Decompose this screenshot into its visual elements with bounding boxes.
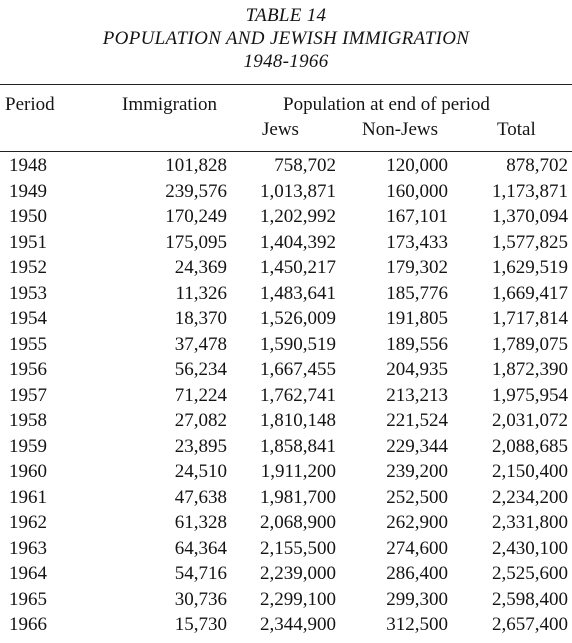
cell-non-jews: 167,101: [386, 206, 448, 227]
cell-period: 1960: [9, 461, 47, 482]
top-rule: [0, 84, 572, 85]
cell-total: 1,577,825: [492, 231, 568, 253]
cell-jews: 1,526,009: [260, 308, 336, 329]
header-non-jews: Non-Jews: [362, 119, 438, 140]
cell-immigration: 170,249: [165, 206, 227, 227]
cell-immigration: 11,326: [175, 282, 227, 304]
cell-jews: 1,450,217: [260, 257, 336, 278]
cell-jews: 2,155,500: [260, 537, 336, 559]
cell-jews: 1,404,392: [260, 231, 336, 253]
cell-immigration: 61,328: [174, 512, 227, 533]
cell-total: 1,370,094: [492, 206, 568, 227]
cell-total: 2,430,100: [492, 537, 568, 559]
cell-period: 1964: [9, 563, 47, 584]
cell-immigration: 56,234: [174, 359, 227, 380]
cell-total: 1,629,519: [492, 257, 568, 278]
table-body: [0, 153, 572, 638]
table-number: TABLE 14: [245, 5, 327, 26]
cell-non-jews: 221,524: [386, 410, 448, 431]
cell-non-jews: 191,805: [386, 308, 448, 329]
cell-non-jews: 179,302: [386, 257, 448, 278]
cell-jews: 1,202,992: [260, 206, 336, 227]
header-total: Total: [497, 119, 536, 140]
cell-jews: 2,239,000: [260, 563, 336, 584]
cell-jews: 1,858,841: [260, 435, 336, 457]
table-row: [0, 179, 572, 205]
cell-jews: 2,299,100: [260, 588, 336, 610]
cell-jews: 1,483,641: [260, 282, 336, 304]
cell-jews: 758,702: [274, 155, 336, 176]
table-row: [0, 408, 572, 434]
cell-non-jews: 252,500: [386, 486, 448, 508]
table-row: [0, 255, 572, 281]
cell-non-jews: 185,776: [386, 282, 448, 304]
header-jews: Jews: [262, 119, 299, 140]
table-row: [0, 434, 572, 460]
table-row: [0, 153, 572, 179]
cell-non-jews: 189,556: [386, 333, 448, 355]
cell-period: 1961: [9, 486, 47, 508]
table-row: [0, 332, 572, 358]
cell-total: 878,702: [506, 155, 568, 176]
cell-immigration: 47,638: [174, 486, 227, 508]
cell-total: 2,088,685: [492, 435, 568, 457]
cell-total: 2,657,400: [492, 614, 568, 635]
cell-period: 1950: [9, 206, 47, 227]
header-period: Period: [5, 94, 55, 115]
cell-period: 1962: [9, 512, 47, 533]
cell-total: 2,234,200: [492, 486, 568, 508]
cell-immigration: 239,576: [165, 180, 227, 202]
cell-total: 2,031,072: [492, 410, 568, 431]
cell-immigration: 24,369: [174, 257, 227, 278]
table-title: [0, 4, 572, 73]
cell-non-jews: 312,500: [386, 614, 448, 635]
cell-total: 1,669,417: [492, 282, 568, 304]
table-row: [0, 612, 572, 638]
cell-immigration: 101,828: [165, 155, 227, 176]
cell-jews: 2,068,900: [260, 512, 336, 533]
cell-non-jews: 286,400: [386, 563, 448, 584]
table-row: [0, 459, 572, 485]
header-population-group: Population at end of period: [283, 94, 490, 115]
cell-jews: 1,590,519: [260, 333, 336, 355]
cell-total: 1,975,954: [492, 384, 568, 406]
cell-total: 1,717,814: [492, 308, 568, 329]
cell-jews: 1,667,455: [260, 359, 336, 380]
cell-immigration: 30,736: [174, 588, 227, 610]
header-rule: [0, 151, 572, 152]
cell-total: 1,872,390: [492, 359, 568, 380]
cell-jews: 1,013,871: [260, 180, 336, 202]
cell-non-jews: 274,600: [386, 537, 448, 559]
header-immigration: Immigration: [122, 94, 217, 115]
cell-immigration: 71,224: [174, 384, 227, 406]
cell-period: 1966: [9, 614, 47, 635]
cell-period: 1955: [9, 333, 47, 355]
cell-immigration: 15,730: [174, 614, 227, 635]
cell-non-jews: 120,000: [386, 155, 448, 176]
table-row: [0, 587, 572, 613]
table-caption: POPULATION AND JEWISH IMMIGRATION: [102, 28, 470, 49]
cell-non-jews: 239,200: [386, 461, 448, 482]
cell-period: 1951: [9, 231, 47, 253]
cell-period: 1956: [9, 359, 47, 380]
cell-total: 2,525,600: [492, 563, 568, 584]
cell-total: 1,173,871: [492, 180, 568, 202]
cell-total: 2,150,400: [492, 461, 568, 482]
cell-period: 1957: [9, 384, 47, 406]
cell-period: 1958: [9, 410, 47, 431]
cell-period: 1954: [9, 308, 47, 329]
table-row: [0, 357, 572, 383]
cell-immigration: 24,510: [174, 461, 227, 482]
cell-non-jews: 160,000: [386, 180, 448, 202]
cell-period: 1949: [9, 180, 47, 202]
cell-non-jews: 213,213: [386, 384, 448, 406]
cell-immigration: 175,095: [165, 231, 227, 253]
cell-period: 1948: [9, 155, 47, 176]
cell-non-jews: 262,900: [386, 512, 448, 533]
cell-immigration: 27,082: [174, 410, 227, 431]
cell-immigration: 18,370: [174, 308, 227, 329]
cell-jews: 1,981,700: [260, 486, 336, 508]
cell-non-jews: 229,344: [386, 435, 448, 457]
table-row: [0, 204, 572, 230]
cell-period: 1959: [9, 435, 47, 457]
cell-immigration: 37,478: [174, 333, 227, 355]
cell-non-jews: 204,935: [386, 359, 448, 380]
table-row: [0, 536, 572, 562]
cell-non-jews: 299,300: [386, 588, 448, 610]
cell-jews: 1,810,148: [260, 410, 336, 431]
cell-immigration: 54,716: [174, 563, 227, 584]
cell-immigration: 23,895: [174, 435, 227, 457]
table-row: [0, 281, 572, 307]
table-row: [0, 383, 572, 409]
cell-total: 1,789,075: [492, 333, 568, 355]
table-row: [0, 510, 572, 536]
cell-total: 2,331,800: [492, 512, 568, 533]
table-date-range: 1948-1966: [243, 51, 329, 72]
cell-jews: 2,344,900: [260, 614, 336, 635]
table-row: [0, 306, 572, 332]
cell-period: 1963: [9, 537, 47, 559]
cell-jews: 1,762,741: [260, 384, 336, 406]
cell-immigration: 64,364: [174, 537, 227, 559]
cell-period: 1965: [9, 588, 47, 610]
cell-jews: 1,911,200: [260, 461, 336, 482]
cell-total: 2,598,400: [492, 588, 568, 610]
table-row: [0, 230, 572, 256]
table-row: [0, 485, 572, 511]
cell-non-jews: 173,433: [386, 231, 448, 253]
cell-period: 1952: [9, 257, 47, 278]
table-row: [0, 561, 572, 587]
cell-period: 1953: [9, 282, 47, 304]
